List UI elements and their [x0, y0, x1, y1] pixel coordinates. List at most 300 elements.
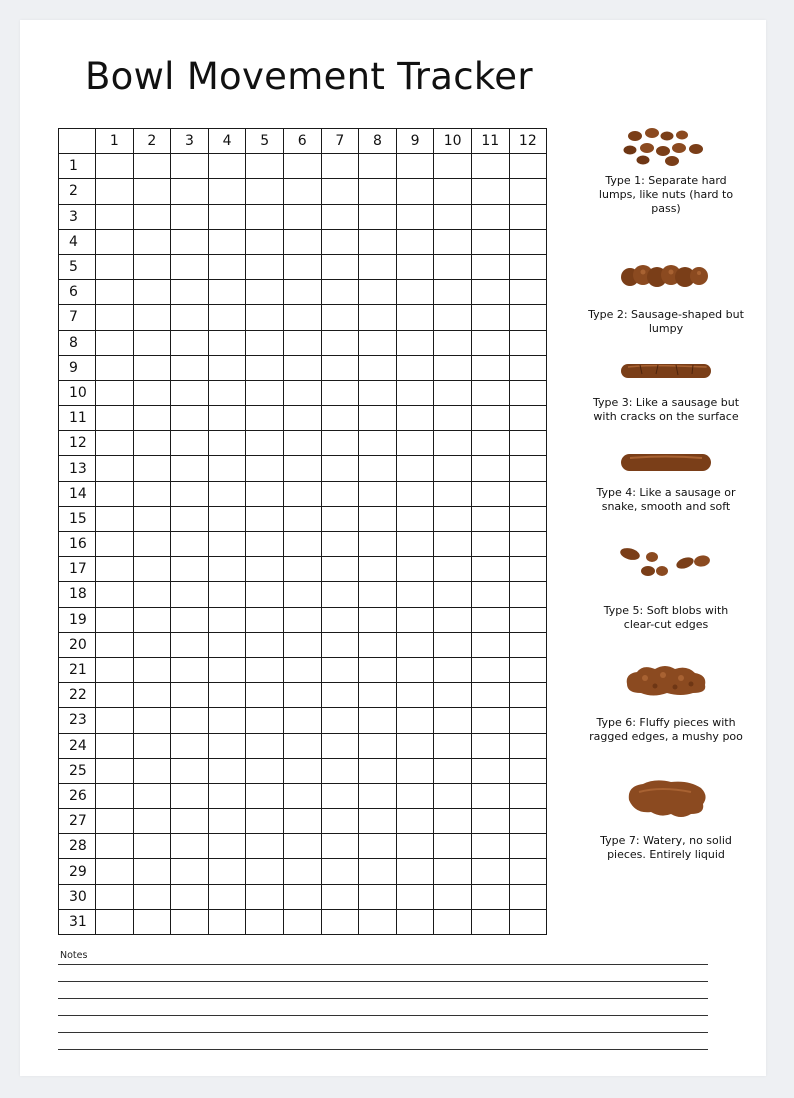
- tracker-cell[interactable]: [208, 330, 246, 355]
- tracker-cell[interactable]: [509, 154, 547, 179]
- tracker-cell[interactable]: [359, 884, 397, 909]
- tracker-cell[interactable]: [133, 557, 171, 582]
- tracker-cell[interactable]: [246, 683, 284, 708]
- tracker-cell[interactable]: [471, 532, 509, 557]
- tracker-cell[interactable]: [434, 758, 472, 783]
- tracker-cell[interactable]: [434, 229, 472, 254]
- tracker-cell[interactable]: [321, 406, 359, 431]
- tracker-cell[interactable]: [133, 204, 171, 229]
- tracker-cell[interactable]: [509, 481, 547, 506]
- tracker-cell[interactable]: [359, 229, 397, 254]
- tracker-cell[interactable]: [171, 657, 209, 682]
- tracker-cell[interactable]: [133, 632, 171, 657]
- tracker-cell[interactable]: [321, 380, 359, 405]
- notes-line[interactable]: [58, 964, 708, 965]
- tracker-cell[interactable]: [283, 582, 321, 607]
- tracker-cell[interactable]: [434, 330, 472, 355]
- tracker-cell[interactable]: [246, 431, 284, 456]
- tracker-cell[interactable]: [321, 834, 359, 859]
- tracker-cell[interactable]: [208, 733, 246, 758]
- tracker-cell[interactable]: [208, 254, 246, 279]
- tracker-cell[interactable]: [396, 456, 434, 481]
- tracker-cell[interactable]: [133, 280, 171, 305]
- tracker-cell[interactable]: [509, 557, 547, 582]
- tracker-cell[interactable]: [471, 380, 509, 405]
- tracker-cell[interactable]: [396, 758, 434, 783]
- tracker-cell[interactable]: [246, 884, 284, 909]
- tracker-cell[interactable]: [434, 657, 472, 682]
- tracker-cell[interactable]: [471, 431, 509, 456]
- tracker-cell[interactable]: [321, 229, 359, 254]
- tracker-cell[interactable]: [396, 330, 434, 355]
- tracker-cell[interactable]: [96, 607, 134, 632]
- tracker-cell[interactable]: [133, 431, 171, 456]
- tracker-cell[interactable]: [434, 481, 472, 506]
- tracker-cell[interactable]: [96, 456, 134, 481]
- tracker-cell[interactable]: [471, 355, 509, 380]
- tracker-cell[interactable]: [396, 632, 434, 657]
- tracker-cell[interactable]: [246, 456, 284, 481]
- tracker-cell[interactable]: [246, 506, 284, 531]
- tracker-cell[interactable]: [171, 431, 209, 456]
- tracker-cell[interactable]: [283, 380, 321, 405]
- tracker-cell[interactable]: [471, 783, 509, 808]
- tracker-cell[interactable]: [171, 582, 209, 607]
- tracker-cell[interactable]: [246, 834, 284, 859]
- tracker-cell[interactable]: [208, 859, 246, 884]
- tracker-cell[interactable]: [434, 632, 472, 657]
- tracker-cell[interactable]: [133, 708, 171, 733]
- tracker-cell[interactable]: [471, 884, 509, 909]
- tracker-cell[interactable]: [434, 431, 472, 456]
- tracker-cell[interactable]: [321, 330, 359, 355]
- tracker-cell[interactable]: [471, 859, 509, 884]
- tracker-cell[interactable]: [471, 708, 509, 733]
- tracker-cell[interactable]: [96, 557, 134, 582]
- tracker-cell[interactable]: [359, 582, 397, 607]
- tracker-cell[interactable]: [396, 582, 434, 607]
- tracker-cell[interactable]: [509, 657, 547, 682]
- tracker-cell[interactable]: [283, 330, 321, 355]
- tracker-cell[interactable]: [321, 909, 359, 934]
- tracker-cell[interactable]: [96, 532, 134, 557]
- tracker-cell[interactable]: [208, 657, 246, 682]
- tracker-cell[interactable]: [96, 909, 134, 934]
- tracker-cell[interactable]: [471, 154, 509, 179]
- tracker-cell[interactable]: [96, 758, 134, 783]
- tracker-cell[interactable]: [321, 733, 359, 758]
- tracker-cell[interactable]: [171, 859, 209, 884]
- tracker-cell[interactable]: [471, 254, 509, 279]
- tracker-cell[interactable]: [359, 355, 397, 380]
- tracker-cell[interactable]: [509, 406, 547, 431]
- tracker-cell[interactable]: [246, 582, 284, 607]
- tracker-cell[interactable]: [434, 179, 472, 204]
- tracker-cell[interactable]: [434, 582, 472, 607]
- tracker-cell[interactable]: [171, 632, 209, 657]
- tracker-cell[interactable]: [96, 380, 134, 405]
- tracker-cell[interactable]: [359, 431, 397, 456]
- tracker-cell[interactable]: [171, 834, 209, 859]
- tracker-cell[interactable]: [133, 683, 171, 708]
- tracker-cell[interactable]: [471, 456, 509, 481]
- notes-line[interactable]: [58, 1032, 708, 1033]
- tracker-cell[interactable]: [133, 909, 171, 934]
- tracker-cell[interactable]: [434, 254, 472, 279]
- tracker-cell[interactable]: [509, 456, 547, 481]
- tracker-cell[interactable]: [283, 557, 321, 582]
- tracker-cell[interactable]: [471, 909, 509, 934]
- tracker-cell[interactable]: [434, 204, 472, 229]
- tracker-cell[interactable]: [171, 708, 209, 733]
- notes-line[interactable]: [58, 981, 708, 982]
- tracker-cell[interactable]: [359, 380, 397, 405]
- tracker-cell[interactable]: [246, 557, 284, 582]
- tracker-cell[interactable]: [321, 431, 359, 456]
- tracker-cell[interactable]: [96, 632, 134, 657]
- tracker-cell[interactable]: [208, 758, 246, 783]
- tracker-cell[interactable]: [133, 532, 171, 557]
- tracker-cell[interactable]: [208, 431, 246, 456]
- tracker-cell[interactable]: [509, 909, 547, 934]
- tracker-cell[interactable]: [208, 355, 246, 380]
- tracker-cell[interactable]: [359, 204, 397, 229]
- tracker-cell[interactable]: [396, 733, 434, 758]
- tracker-cell[interactable]: [509, 355, 547, 380]
- tracker-cell[interactable]: [359, 154, 397, 179]
- tracker-cell[interactable]: [471, 809, 509, 834]
- tracker-cell[interactable]: [133, 456, 171, 481]
- tracker-cell[interactable]: [171, 456, 209, 481]
- tracker-cell[interactable]: [434, 783, 472, 808]
- tracker-cell[interactable]: [283, 809, 321, 834]
- tracker-cell[interactable]: [359, 305, 397, 330]
- tracker-cell[interactable]: [321, 154, 359, 179]
- tracker-cell[interactable]: [133, 179, 171, 204]
- tracker-cell[interactable]: [471, 305, 509, 330]
- tracker-cell[interactable]: [283, 783, 321, 808]
- tracker-cell[interactable]: [471, 758, 509, 783]
- tracker-cell[interactable]: [283, 204, 321, 229]
- tracker-cell[interactable]: [434, 834, 472, 859]
- notes-line[interactable]: [58, 998, 708, 999]
- tracker-cell[interactable]: [359, 758, 397, 783]
- tracker-cell[interactable]: [434, 733, 472, 758]
- tracker-cell[interactable]: [359, 280, 397, 305]
- tracker-cell[interactable]: [471, 229, 509, 254]
- tracker-cell[interactable]: [509, 758, 547, 783]
- tracker-cell[interactable]: [359, 657, 397, 682]
- tracker-cell[interactable]: [359, 456, 397, 481]
- tracker-cell[interactable]: [246, 406, 284, 431]
- tracker-cell[interactable]: [471, 481, 509, 506]
- tracker-cell[interactable]: [434, 506, 472, 531]
- tracker-cell[interactable]: [96, 834, 134, 859]
- tracker-cell[interactable]: [434, 355, 472, 380]
- tracker-cell[interactable]: [171, 683, 209, 708]
- tracker-cell[interactable]: [246, 481, 284, 506]
- tracker-cell[interactable]: [509, 783, 547, 808]
- tracker-cell[interactable]: [283, 154, 321, 179]
- tracker-cell[interactable]: [133, 154, 171, 179]
- tracker-cell[interactable]: [321, 254, 359, 279]
- tracker-cell[interactable]: [283, 708, 321, 733]
- tracker-cell[interactable]: [471, 557, 509, 582]
- tracker-cell[interactable]: [359, 179, 397, 204]
- tracker-cell[interactable]: [359, 859, 397, 884]
- tracker-cell[interactable]: [133, 355, 171, 380]
- tracker-cell[interactable]: [208, 280, 246, 305]
- tracker-cell[interactable]: [509, 532, 547, 557]
- tracker-cell[interactable]: [208, 179, 246, 204]
- tracker-cell[interactable]: [471, 683, 509, 708]
- tracker-cell[interactable]: [246, 254, 284, 279]
- tracker-cell[interactable]: [359, 733, 397, 758]
- tracker-cell[interactable]: [96, 179, 134, 204]
- tracker-cell[interactable]: [171, 532, 209, 557]
- tracker-cell[interactable]: [246, 859, 284, 884]
- tracker-cell[interactable]: [96, 229, 134, 254]
- tracker-cell[interactable]: [509, 305, 547, 330]
- tracker-cell[interactable]: [509, 859, 547, 884]
- tracker-cell[interactable]: [96, 859, 134, 884]
- tracker-cell[interactable]: [471, 406, 509, 431]
- tracker-cell[interactable]: [396, 783, 434, 808]
- tracker-cell[interactable]: [133, 330, 171, 355]
- tracker-cell[interactable]: [208, 380, 246, 405]
- tracker-cell[interactable]: [133, 809, 171, 834]
- tracker-cell[interactable]: [171, 305, 209, 330]
- tracker-cell[interactable]: [246, 154, 284, 179]
- tracker-cell[interactable]: [208, 683, 246, 708]
- tracker-cell[interactable]: [509, 229, 547, 254]
- tracker-cell[interactable]: [359, 406, 397, 431]
- tracker-cell[interactable]: [171, 179, 209, 204]
- tracker-cell[interactable]: [434, 809, 472, 834]
- tracker-cell[interactable]: [208, 532, 246, 557]
- tracker-cell[interactable]: [434, 380, 472, 405]
- tracker-cell[interactable]: [283, 305, 321, 330]
- tracker-cell[interactable]: [96, 280, 134, 305]
- tracker-cell[interactable]: [283, 229, 321, 254]
- tracker-cell[interactable]: [133, 657, 171, 682]
- tracker-cell[interactable]: [509, 380, 547, 405]
- tracker-cell[interactable]: [396, 834, 434, 859]
- tracker-cell[interactable]: [96, 657, 134, 682]
- tracker-cell[interactable]: [283, 254, 321, 279]
- tracker-cell[interactable]: [171, 557, 209, 582]
- tracker-cell[interactable]: [434, 305, 472, 330]
- tracker-cell[interactable]: [359, 909, 397, 934]
- tracker-cell[interactable]: [509, 330, 547, 355]
- tracker-cell[interactable]: [396, 305, 434, 330]
- tracker-cell[interactable]: [208, 557, 246, 582]
- tracker-cell[interactable]: [434, 884, 472, 909]
- tracker-cell[interactable]: [321, 532, 359, 557]
- tracker-cell[interactable]: [509, 179, 547, 204]
- tracker-cell[interactable]: [133, 229, 171, 254]
- tracker-cell[interactable]: [321, 809, 359, 834]
- tracker-cell[interactable]: [133, 884, 171, 909]
- tracker-cell[interactable]: [246, 380, 284, 405]
- tracker-cell[interactable]: [283, 632, 321, 657]
- tracker-cell[interactable]: [509, 582, 547, 607]
- tracker-cell[interactable]: [208, 708, 246, 733]
- tracker-cell[interactable]: [96, 506, 134, 531]
- tracker-cell[interactable]: [321, 657, 359, 682]
- tracker-cell[interactable]: [208, 909, 246, 934]
- tracker-cell[interactable]: [471, 179, 509, 204]
- tracker-cell[interactable]: [246, 179, 284, 204]
- tracker-cell[interactable]: [321, 481, 359, 506]
- tracker-cell[interactable]: [359, 532, 397, 557]
- tracker-cell[interactable]: [321, 305, 359, 330]
- tracker-cell[interactable]: [471, 330, 509, 355]
- tracker-cell[interactable]: [246, 733, 284, 758]
- tracker-cell[interactable]: [359, 607, 397, 632]
- tracker-cell[interactable]: [246, 657, 284, 682]
- tracker-cell[interactable]: [133, 380, 171, 405]
- tracker-cell[interactable]: [171, 154, 209, 179]
- notes-line[interactable]: [58, 1015, 708, 1016]
- tracker-cell[interactable]: [359, 557, 397, 582]
- tracker-cell[interactable]: [171, 506, 209, 531]
- tracker-cell[interactable]: [283, 355, 321, 380]
- tracker-cell[interactable]: [396, 809, 434, 834]
- tracker-cell[interactable]: [321, 607, 359, 632]
- tracker-cell[interactable]: [283, 834, 321, 859]
- tracker-cell[interactable]: [171, 229, 209, 254]
- tracker-cell[interactable]: [396, 179, 434, 204]
- tracker-cell[interactable]: [246, 809, 284, 834]
- tracker-cell[interactable]: [246, 330, 284, 355]
- tracker-cell[interactable]: [133, 254, 171, 279]
- tracker-cell[interactable]: [246, 758, 284, 783]
- tracker-cell[interactable]: [321, 884, 359, 909]
- tracker-cell[interactable]: [321, 859, 359, 884]
- tracker-cell[interactable]: [396, 254, 434, 279]
- tracker-cell[interactable]: [396, 406, 434, 431]
- tracker-cell[interactable]: [133, 406, 171, 431]
- tracker-cell[interactable]: [171, 280, 209, 305]
- tracker-cell[interactable]: [171, 406, 209, 431]
- tracker-cell[interactable]: [96, 305, 134, 330]
- tracker-cell[interactable]: [509, 809, 547, 834]
- tracker-cell[interactable]: [359, 809, 397, 834]
- tracker-cell[interactable]: [96, 431, 134, 456]
- tracker-cell[interactable]: [96, 330, 134, 355]
- tracker-cell[interactable]: [171, 809, 209, 834]
- tracker-cell[interactable]: [208, 607, 246, 632]
- tracker-cell[interactable]: [321, 582, 359, 607]
- tracker-cell[interactable]: [283, 884, 321, 909]
- tracker-cell[interactable]: [359, 834, 397, 859]
- tracker-cell[interactable]: [434, 456, 472, 481]
- tracker-cell[interactable]: [96, 204, 134, 229]
- tracker-cell[interactable]: [96, 683, 134, 708]
- tracker-cell[interactable]: [321, 783, 359, 808]
- tracker-cell[interactable]: [471, 607, 509, 632]
- tracker-cell[interactable]: [434, 154, 472, 179]
- tracker-cell[interactable]: [208, 809, 246, 834]
- tracker-cell[interactable]: [396, 708, 434, 733]
- tracker-cell[interactable]: [471, 733, 509, 758]
- tracker-cell[interactable]: [471, 582, 509, 607]
- tracker-cell[interactable]: [246, 783, 284, 808]
- tracker-cell[interactable]: [208, 884, 246, 909]
- tracker-cell[interactable]: [171, 380, 209, 405]
- tracker-cell[interactable]: [434, 859, 472, 884]
- tracker-cell[interactable]: [471, 657, 509, 682]
- tracker-cell[interactable]: [171, 355, 209, 380]
- tracker-cell[interactable]: [133, 481, 171, 506]
- tracker-cell[interactable]: [321, 758, 359, 783]
- tracker-cell[interactable]: [321, 683, 359, 708]
- tracker-cell[interactable]: [208, 783, 246, 808]
- tracker-cell[interactable]: [471, 506, 509, 531]
- tracker-cell[interactable]: [359, 481, 397, 506]
- tracker-cell[interactable]: [321, 355, 359, 380]
- tracker-cell[interactable]: [208, 506, 246, 531]
- tracker-cell[interactable]: [359, 708, 397, 733]
- tracker-cell[interactable]: [171, 758, 209, 783]
- tracker-cell[interactable]: [471, 632, 509, 657]
- tracker-cell[interactable]: [246, 280, 284, 305]
- tracker-cell[interactable]: [133, 305, 171, 330]
- tracker-cell[interactable]: [208, 834, 246, 859]
- tracker-cell[interactable]: [283, 431, 321, 456]
- tracker-cell[interactable]: [434, 909, 472, 934]
- tracker-cell[interactable]: [396, 229, 434, 254]
- tracker-cell[interactable]: [246, 909, 284, 934]
- tracker-cell[interactable]: [208, 481, 246, 506]
- tracker-cell[interactable]: [283, 758, 321, 783]
- tracker-cell[interactable]: [246, 532, 284, 557]
- tracker-cell[interactable]: [246, 305, 284, 330]
- tracker-cell[interactable]: [509, 280, 547, 305]
- tracker-cell[interactable]: [283, 607, 321, 632]
- tracker-cell[interactable]: [321, 708, 359, 733]
- tracker-cell[interactable]: [96, 809, 134, 834]
- tracker-cell[interactable]: [208, 456, 246, 481]
- tracker-cell[interactable]: [321, 557, 359, 582]
- tracker-cell[interactable]: [171, 909, 209, 934]
- tracker-cell[interactable]: [396, 607, 434, 632]
- tracker-cell[interactable]: [283, 506, 321, 531]
- tracker-cell[interactable]: [133, 582, 171, 607]
- tracker-cell[interactable]: [96, 154, 134, 179]
- tracker-cell[interactable]: [509, 254, 547, 279]
- tracker-cell[interactable]: [283, 406, 321, 431]
- tracker-cell[interactable]: [509, 733, 547, 758]
- tracker-cell[interactable]: [171, 884, 209, 909]
- tracker-cell[interactable]: [283, 909, 321, 934]
- tracker-cell[interactable]: [246, 204, 284, 229]
- tracker-cell[interactable]: [321, 280, 359, 305]
- tracker-cell[interactable]: [283, 657, 321, 682]
- tracker-cell[interactable]: [396, 557, 434, 582]
- tracker-cell[interactable]: [434, 607, 472, 632]
- tracker-cell[interactable]: [359, 254, 397, 279]
- tracker-cell[interactable]: [396, 683, 434, 708]
- tracker-cell[interactable]: [283, 280, 321, 305]
- tracker-cell[interactable]: [509, 683, 547, 708]
- tracker-cell[interactable]: [96, 783, 134, 808]
- tracker-cell[interactable]: [396, 481, 434, 506]
- tracker-cell[interactable]: [208, 305, 246, 330]
- tracker-cell[interactable]: [283, 733, 321, 758]
- tracker-cell[interactable]: [283, 456, 321, 481]
